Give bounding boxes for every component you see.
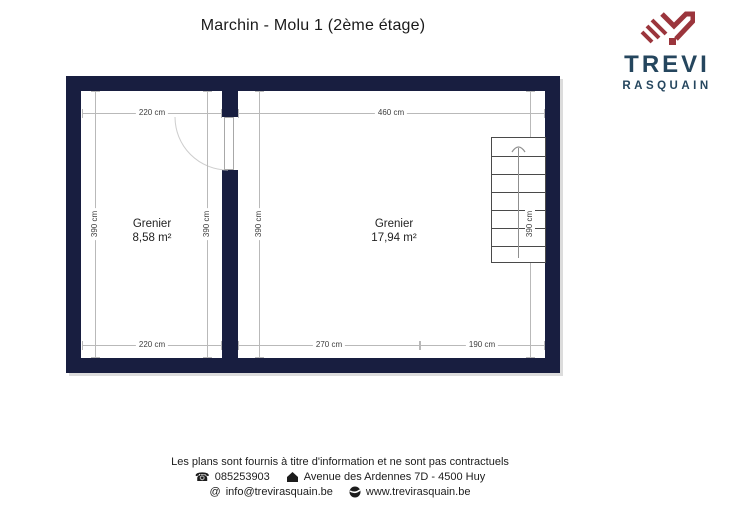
wall-bottom	[66, 358, 560, 373]
dim-label-right-top: 460 cm	[375, 108, 407, 118]
footer-website: www.trevirasquain.be	[365, 485, 471, 498]
at-icon: @	[209, 485, 221, 498]
dim-label-left-room-left: 390 cm	[90, 208, 100, 240]
trevi-logo	[616, 8, 718, 93]
stairs	[491, 137, 546, 263]
wall-top	[66, 76, 560, 91]
page-title: Marchin - Molu 1 (2ème étage)	[200, 17, 426, 34]
trevi-logo-icon	[639, 8, 695, 50]
dim-label-left-bottom: 220 cm	[136, 340, 168, 350]
footer-email: info@trevirasquain.be	[225, 485, 333, 498]
dim-label-left-top: 220 cm	[136, 108, 168, 118]
dim-label-right-room-left: 390 cm	[254, 208, 264, 240]
wall-interior-lower	[222, 170, 238, 358]
footer-address: Avenue des Ardennes 7D - 4500 Huy	[303, 470, 486, 483]
room-right-name: Grenier	[374, 218, 414, 230]
wall-right	[545, 76, 560, 373]
room-left-area: 8,58 m²	[132, 232, 172, 244]
website-icon	[349, 486, 361, 498]
logo-sub-brand-text: RASQUAIN	[622, 80, 712, 92]
dim-label-right-bottom-outer: 190 cm	[466, 340, 498, 350]
phone-icon: ☎	[194, 469, 210, 484]
dim-label-right-room-right: 390 cm	[525, 208, 535, 240]
room-left-name: Grenier	[132, 218, 172, 230]
dim-label-left-room-right: 390 cm	[202, 208, 212, 240]
footer-disclaimer: Les plans sont fournis à titre d'information et ne sont pas contractuels	[171, 455, 509, 468]
wall-left	[66, 76, 81, 373]
footer-phone: 085253903	[214, 470, 270, 483]
room-right-area: 17,94 m²	[371, 232, 417, 244]
room-label-left	[133, 217, 172, 245]
footer-contact-line	[40, 469, 640, 484]
footer-web-line	[40, 484, 640, 499]
address-icon	[286, 471, 299, 483]
dim-label-right-bottom-inner: 270 cm	[313, 340, 345, 350]
door-leaf	[224, 117, 234, 170]
room-label-right	[371, 217, 416, 245]
logo-brand-text: TREVI	[624, 51, 710, 78]
footer	[40, 454, 640, 499]
